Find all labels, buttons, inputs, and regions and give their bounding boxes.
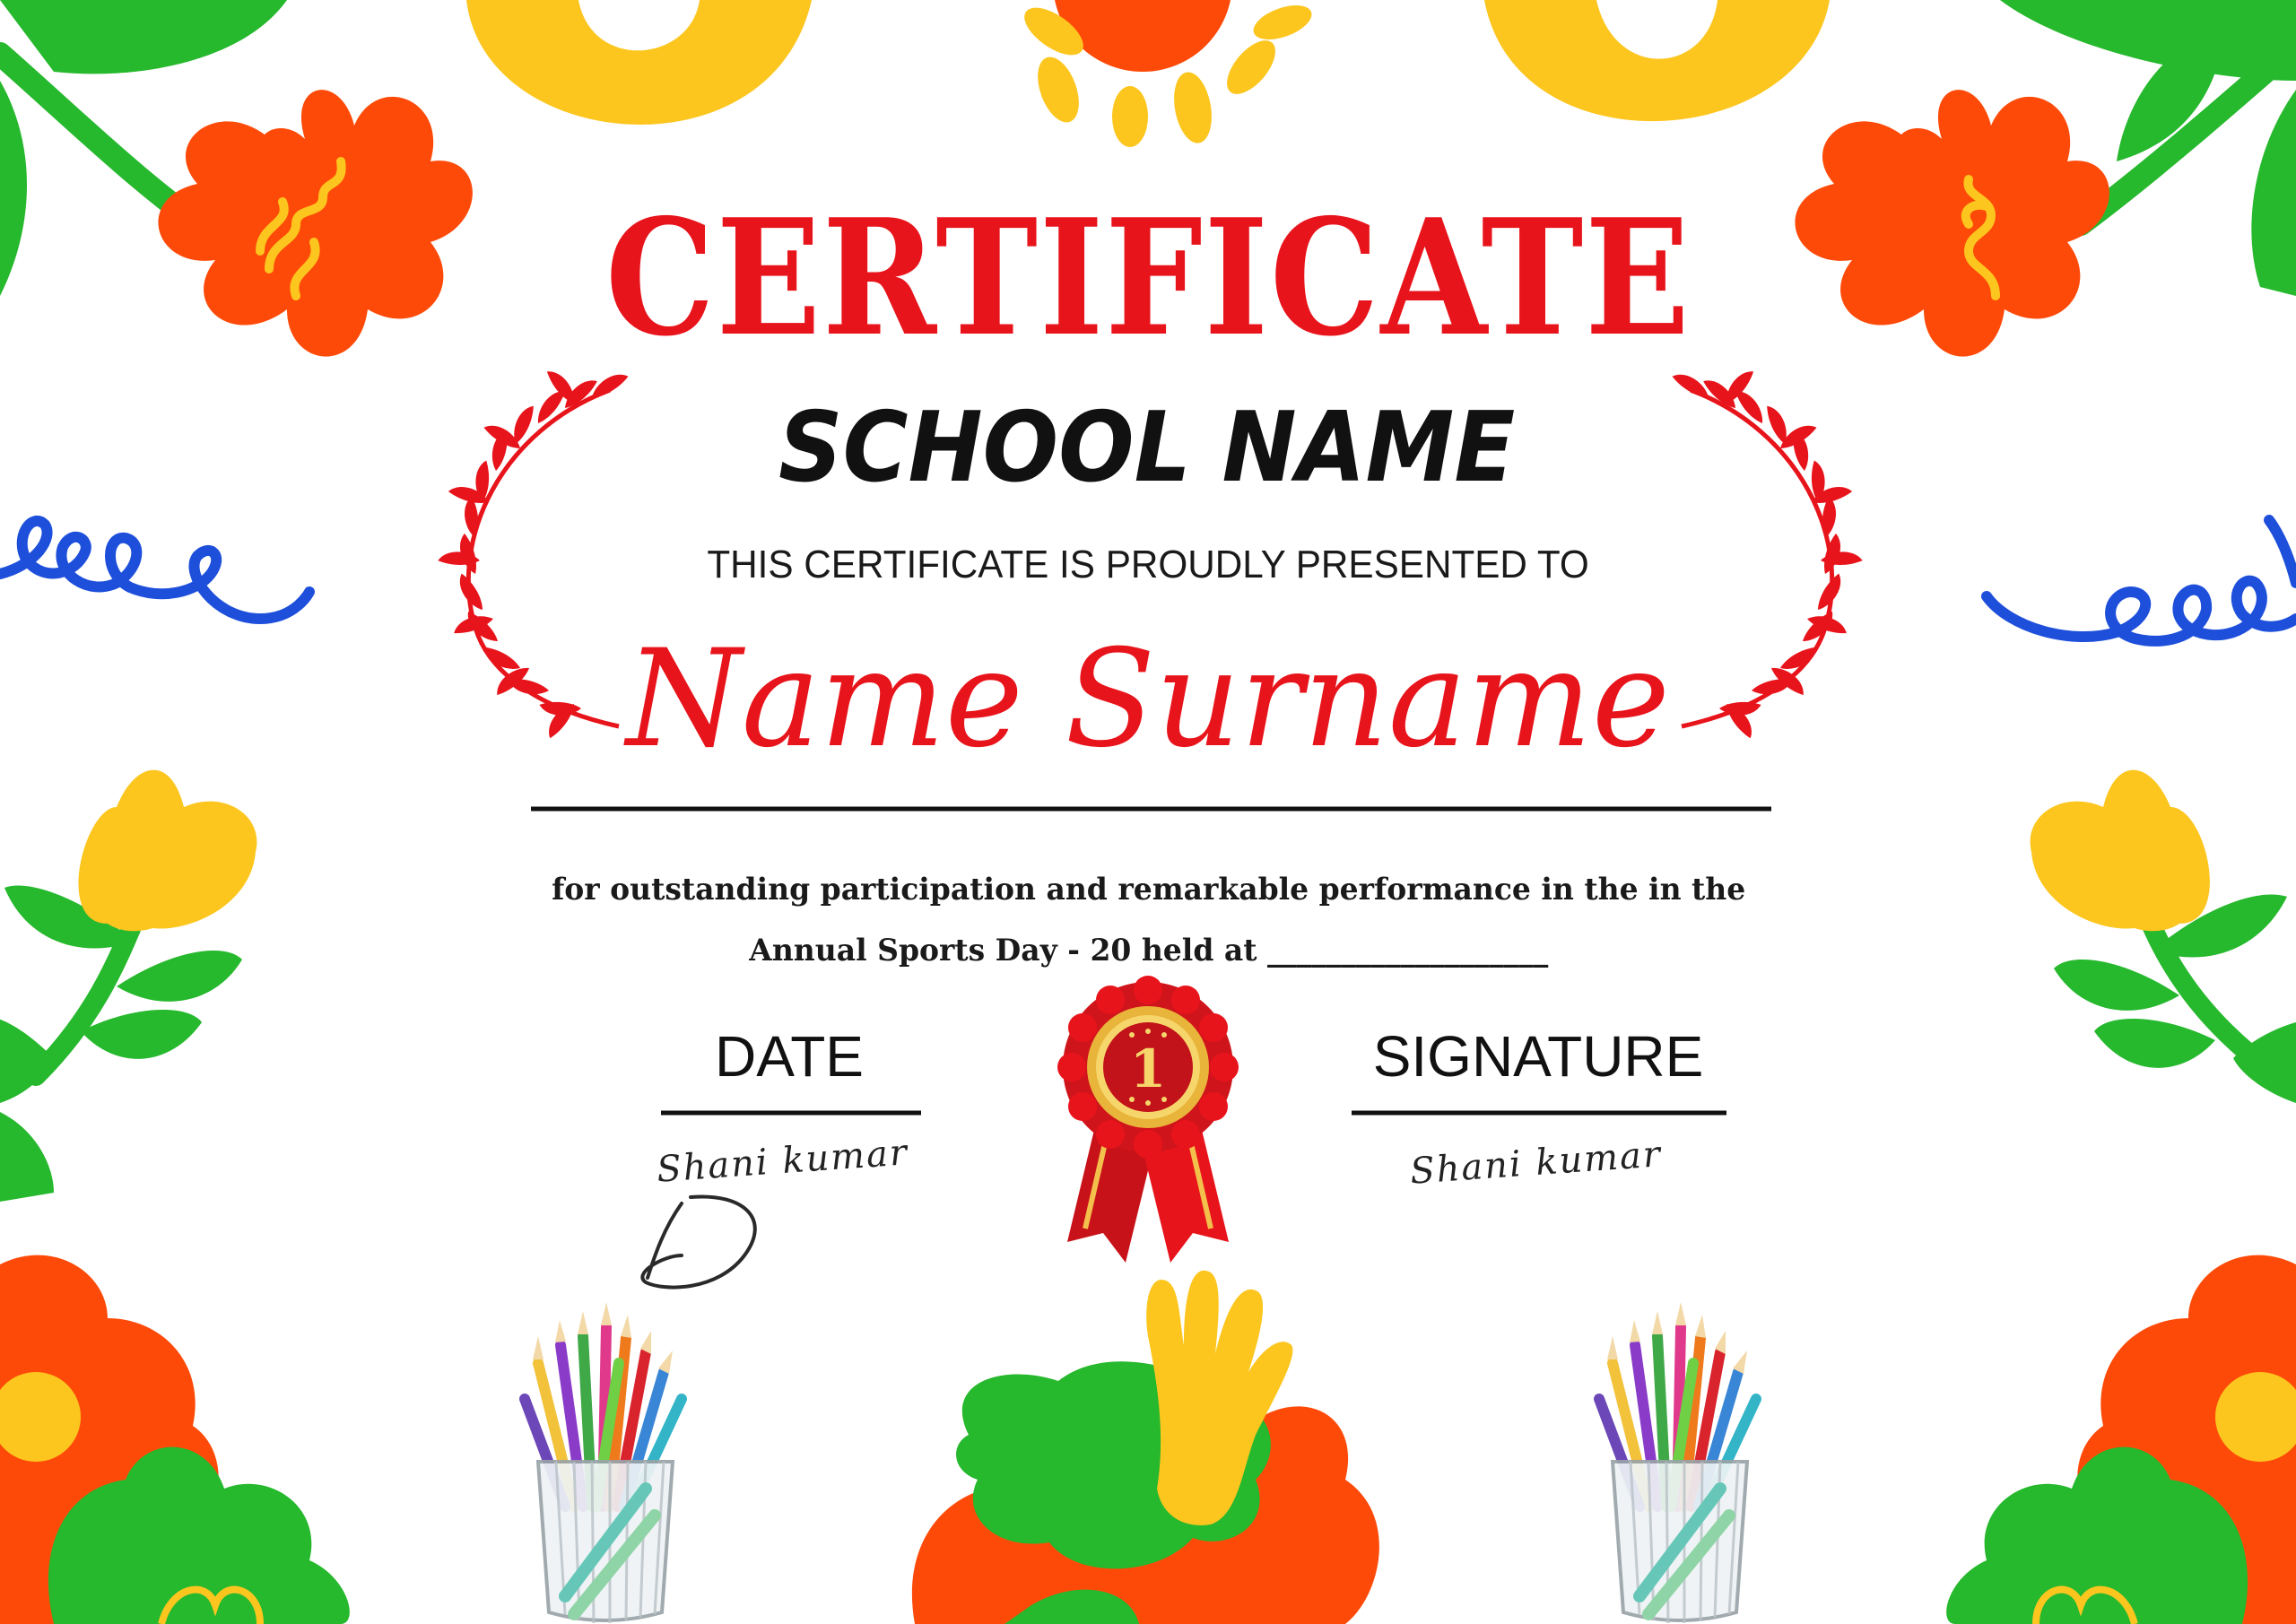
flower-icon — [0, 1255, 350, 1624]
sun-icon — [1017, 0, 1317, 147]
description-line-1: for outstanding participation and remarkable performance in the in the — [552, 872, 1746, 908]
presented-to-text: THIS CERTIFICATE IS PROUDLY PRESENTED TO — [707, 543, 1589, 586]
pencil-cup-icon — [525, 1302, 682, 1623]
recipient-name: Name Surname — [626, 621, 1670, 777]
rank-number: 1 — [1129, 1038, 1167, 1099]
rosette-badge-icon — [1057, 976, 1239, 1263]
handwritten-initial — [642, 1196, 754, 1287]
certificate-title: CERTIFICATE — [604, 184, 1692, 371]
date-label: DATE — [715, 1024, 864, 1089]
flower-icon — [1946, 1255, 2296, 1624]
signature-right: Shani kumar — [1408, 1133, 1664, 1193]
tulip-icon — [0, 770, 257, 1202]
signature-left: Shani kumar — [655, 1132, 910, 1191]
paint-splash — [912, 1361, 1379, 1624]
pencil-cup-icon — [1599, 1302, 1756, 1623]
school-name: SCHOOL NAME — [778, 392, 1516, 504]
sun-arc-left — [466, 0, 812, 125]
signature-label: SIGNATURE — [1372, 1024, 1704, 1089]
sun-arc-right — [1484, 0, 1830, 121]
description-line-2: Annual Sports Day - 20 held at ___________________ — [749, 933, 1549, 968]
